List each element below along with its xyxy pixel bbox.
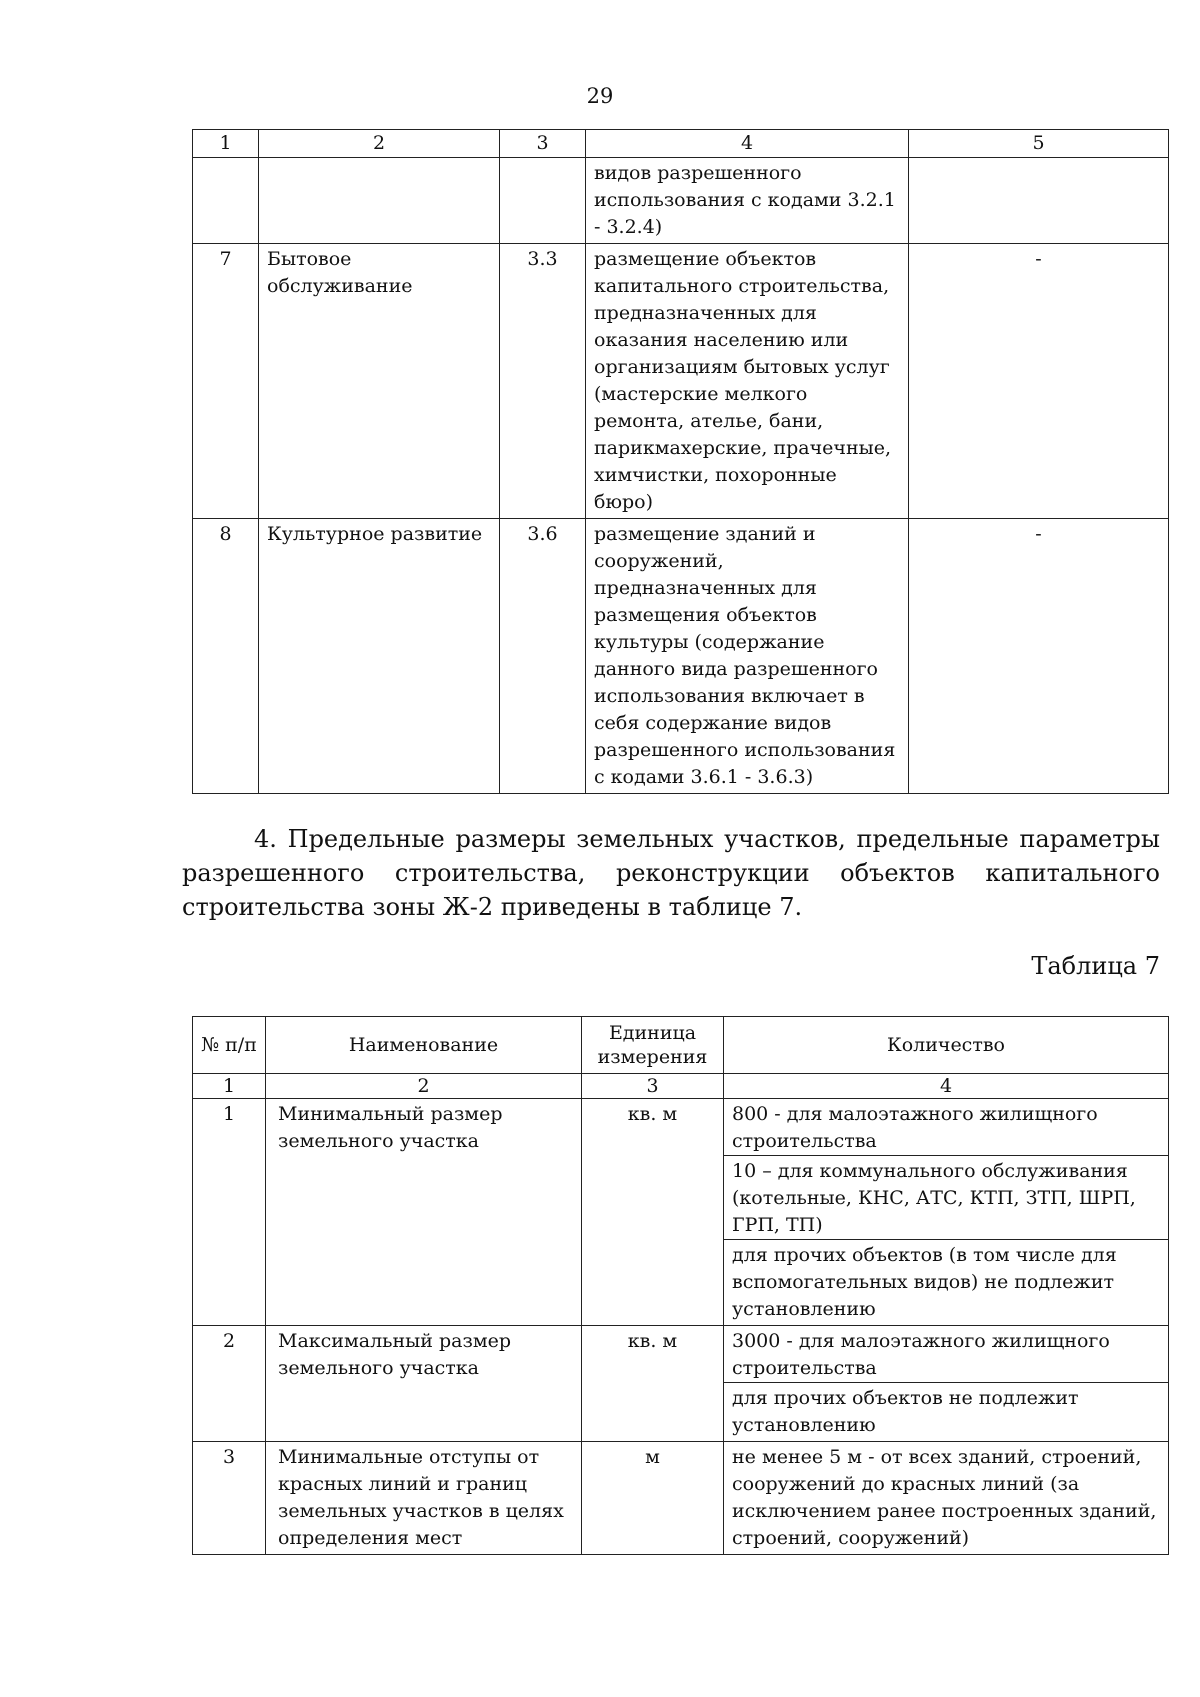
table-row bbox=[193, 158, 1169, 244]
use-description: размещение зданий и сооружений, предназначенных для размещения объектов культуры (содержание данного вида разрешенного использования включает в себя содержание видов разрешенного использования с кодами 3.6.1 - 3.6.3) bbox=[586, 519, 909, 794]
parameter-name: Минимальный размер земельного участка bbox=[266, 1099, 582, 1326]
parameter-unit: кв. м bbox=[582, 1326, 724, 1442]
header-quantity: Количество bbox=[724, 1017, 1169, 1074]
table-row bbox=[193, 244, 1169, 519]
use-code bbox=[500, 158, 586, 244]
use-name: Культурное развитие bbox=[259, 519, 500, 794]
column-index: 4 bbox=[586, 130, 909, 158]
column-index: 3 bbox=[582, 1074, 724, 1099]
land-use-table bbox=[192, 129, 1169, 794]
use-description: размещение объектов капитального строительства, предназначенных для оказания населению или организациям бытовых услуг (мастерские мелкого ремонта, ателье, бани, парикмахерские, прачечные, химчистки, похоронные бюро) bbox=[586, 244, 909, 519]
table-row bbox=[193, 519, 1169, 794]
row-number: 8 bbox=[193, 519, 259, 794]
row-number: 2 bbox=[193, 1326, 266, 1442]
parameter-quantity bbox=[724, 1442, 1169, 1555]
use-description: видов разрешенного использования с кодами 3.2.1 - 3.2.4) bbox=[586, 158, 909, 244]
row-number: 1 bbox=[193, 1099, 266, 1326]
use-code: 3.3 bbox=[500, 244, 586, 519]
column-index: 2 bbox=[266, 1074, 582, 1099]
header-unit: Единица измерения bbox=[582, 1017, 724, 1074]
column-index: 1 bbox=[193, 1074, 266, 1099]
column-index-row bbox=[193, 1074, 1169, 1099]
column-index: 4 bbox=[724, 1074, 1169, 1099]
table-header-row bbox=[193, 1017, 1169, 1074]
quantity-entry: 800 - для малоэтажного жилищного строительства bbox=[732, 1103, 1098, 1152]
column-index: 1 bbox=[193, 130, 259, 158]
table-row bbox=[193, 1442, 1169, 1555]
row-number: 3 bbox=[193, 1442, 266, 1555]
header-name: Наименование bbox=[266, 1017, 582, 1074]
parameter-name: Минимальные отступы от красных линий и границ земельных участков в целях определения мест bbox=[266, 1442, 582, 1555]
parameter-quantity bbox=[724, 1326, 1169, 1442]
quantity-entry: для прочих объектов (в том числе для вспомогательных видов) не подлежит установлению bbox=[724, 1239, 1168, 1323]
parameter-unit: м bbox=[582, 1442, 724, 1555]
use-name: Бытовое обслуживание bbox=[259, 244, 500, 519]
parameter-quantity bbox=[724, 1099, 1169, 1326]
header-number: № п/п bbox=[193, 1017, 266, 1074]
page-number: 29 bbox=[586, 84, 614, 108]
quantity-entry: 10 – для коммунального обслуживания (котельные, КНС, АТС, КТП, ЗТП, ШРП, ГРП, ТП) bbox=[724, 1155, 1168, 1239]
parameters-table bbox=[192, 1016, 1169, 1555]
table-header-row bbox=[193, 130, 1169, 158]
column-index: 2 bbox=[259, 130, 500, 158]
use-note bbox=[909, 158, 1169, 244]
column-index: 3 bbox=[500, 130, 586, 158]
table-row bbox=[193, 1099, 1169, 1326]
row-number bbox=[193, 158, 259, 244]
use-note: - bbox=[909, 244, 1169, 519]
quantity-entry: не менее 5 м - от всех зданий, строений, сооружений до красных линий (за исключением ранее построенных зданий, строений, сооружений) bbox=[732, 1446, 1157, 1549]
quantity-entry: для прочих объектов не подлежит установлению bbox=[724, 1382, 1168, 1439]
table-caption: Таблица 7 bbox=[1031, 952, 1160, 980]
table-row bbox=[193, 1326, 1169, 1442]
body-paragraph: 4. Предельные размеры земельных участков, предельные параметры разрешенного строительства, реконструкции объектов капитального строительства зоны Ж-2 приведены в таблице 7. bbox=[182, 825, 1160, 921]
parameter-unit: кв. м bbox=[582, 1099, 724, 1326]
column-index: 5 bbox=[909, 130, 1169, 158]
row-number: 7 bbox=[193, 244, 259, 519]
use-note: - bbox=[909, 519, 1169, 794]
use-code: 3.6 bbox=[500, 519, 586, 794]
parameter-name: Максимальный размер земельного участка bbox=[266, 1326, 582, 1442]
quantity-entry: 3000 - для малоэтажного жилищного строительства bbox=[732, 1330, 1110, 1379]
use-name bbox=[259, 158, 500, 244]
